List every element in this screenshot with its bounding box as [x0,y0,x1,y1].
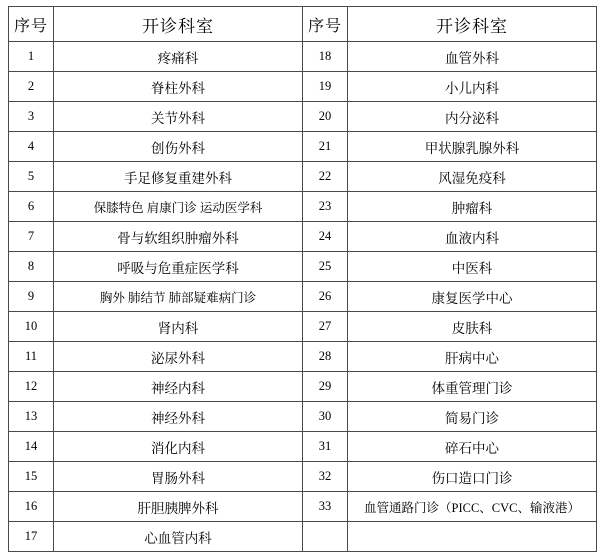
table-row [9,222,597,252]
department-name-left: 关节外科 [54,102,303,132]
department-name-right: 小儿内科 [348,72,597,102]
department-name-left: 保膝特色 肩康门诊 运动医学科 [54,192,303,222]
row-number-right: 32 [303,462,348,492]
row-number-right: 20 [303,102,348,132]
department-name-left: 神经外科 [54,402,303,432]
department-name-left: 神经内科 [54,372,303,402]
row-number-right: 18 [303,42,348,72]
table-row [9,162,597,192]
row-number-left: 15 [9,462,54,492]
department-name-left: 创伤外科 [54,132,303,162]
row-number-left: 10 [9,312,54,342]
department-name-left: 肝胆胰脾外科 [54,492,303,522]
department-name-left: 骨与软组织肿瘤外科 [54,222,303,252]
row-number-left: 3 [9,102,54,132]
table-row [9,192,597,222]
row-number-left: 8 [9,252,54,282]
table-row [9,462,597,492]
row-number-right: 24 [303,222,348,252]
table-header [9,7,597,42]
row-number-right: 21 [303,132,348,162]
row-number-left: 11 [9,342,54,372]
table-row [9,42,597,72]
department-name-right: 甲状腺乳腺外科 [348,132,597,162]
outpatient-department-table [8,6,597,552]
table-row [9,252,597,282]
table-row [9,402,597,432]
row-number-left: 12 [9,372,54,402]
table-row [9,282,597,312]
column-header-number-left: 序号 [9,7,54,42]
row-number-right: 28 [303,342,348,372]
table-row [9,432,597,462]
row-number-right: 30 [303,402,348,432]
department-name-right: 内分泌科 [348,102,597,132]
row-number-right: 26 [303,282,348,312]
department-name-left: 脊柱外科 [54,72,303,102]
row-number-left: 13 [9,402,54,432]
row-number-left: 6 [9,192,54,222]
department-name-left: 疼痛科 [54,42,303,72]
department-name-left: 心血管内科 [54,522,303,552]
table-row [9,102,597,132]
department-name-right: 康复医学中心 [348,282,597,312]
row-number-left: 9 [9,282,54,312]
table-row [9,372,597,402]
department-name-right: 血管通路门诊（PICC、CVC、输液港） [348,492,597,522]
department-name-right: 简易门诊 [348,402,597,432]
table-row [9,492,597,522]
department-name-right: 皮肤科 [348,312,597,342]
department-name-left: 泌尿外科 [54,342,303,372]
column-header-department-left: 开诊科室 [54,7,303,42]
table-row [9,312,597,342]
department-name-left: 胸外 肺结节 肺部疑难病门诊 [54,282,303,312]
department-name-right: 肝病中心 [348,342,597,372]
row-number-left: 1 [9,42,54,72]
table-header-row [9,7,597,42]
department-name-right: 血液内科 [348,222,597,252]
column-header-department-right: 开诊科室 [348,7,597,42]
row-number-right: 31 [303,432,348,462]
table-row [9,132,597,162]
department-name-right: 肿瘤科 [348,192,597,222]
table-row [9,72,597,102]
department-name-left: 手足修复重建外科 [54,162,303,192]
department-name-right: 伤口造口门诊 [348,462,597,492]
department-name-right: 体重管理门诊 [348,372,597,402]
department-name-right: 血管外科 [348,42,597,72]
row-number-left: 17 [9,522,54,552]
row-number-right: 27 [303,312,348,342]
row-number-right: 19 [303,72,348,102]
row-number-left: 2 [9,72,54,102]
row-number-left: 5 [9,162,54,192]
row-number-right: 23 [303,192,348,222]
department-name-left: 肾内科 [54,312,303,342]
row-number-left: 4 [9,132,54,162]
row-number-right: 29 [303,372,348,402]
row-number-right: 25 [303,252,348,282]
table-row [9,522,597,552]
empty-cell-number-right [303,522,348,552]
department-name-left: 消化内科 [54,432,303,462]
row-number-left: 16 [9,492,54,522]
empty-cell-department-right [348,522,597,552]
row-number-right: 22 [303,162,348,192]
row-number-left: 14 [9,432,54,462]
table-body [9,42,597,552]
table-row [9,342,597,372]
department-name-right: 碎石中心 [348,432,597,462]
row-number-left: 7 [9,222,54,252]
department-name-right: 风湿免疫科 [348,162,597,192]
department-name-left: 胃肠外科 [54,462,303,492]
department-name-right: 中医科 [348,252,597,282]
column-header-number-right: 序号 [303,7,348,42]
row-number-right: 33 [303,492,348,522]
department-name-left: 呼吸与危重症医学科 [54,252,303,282]
